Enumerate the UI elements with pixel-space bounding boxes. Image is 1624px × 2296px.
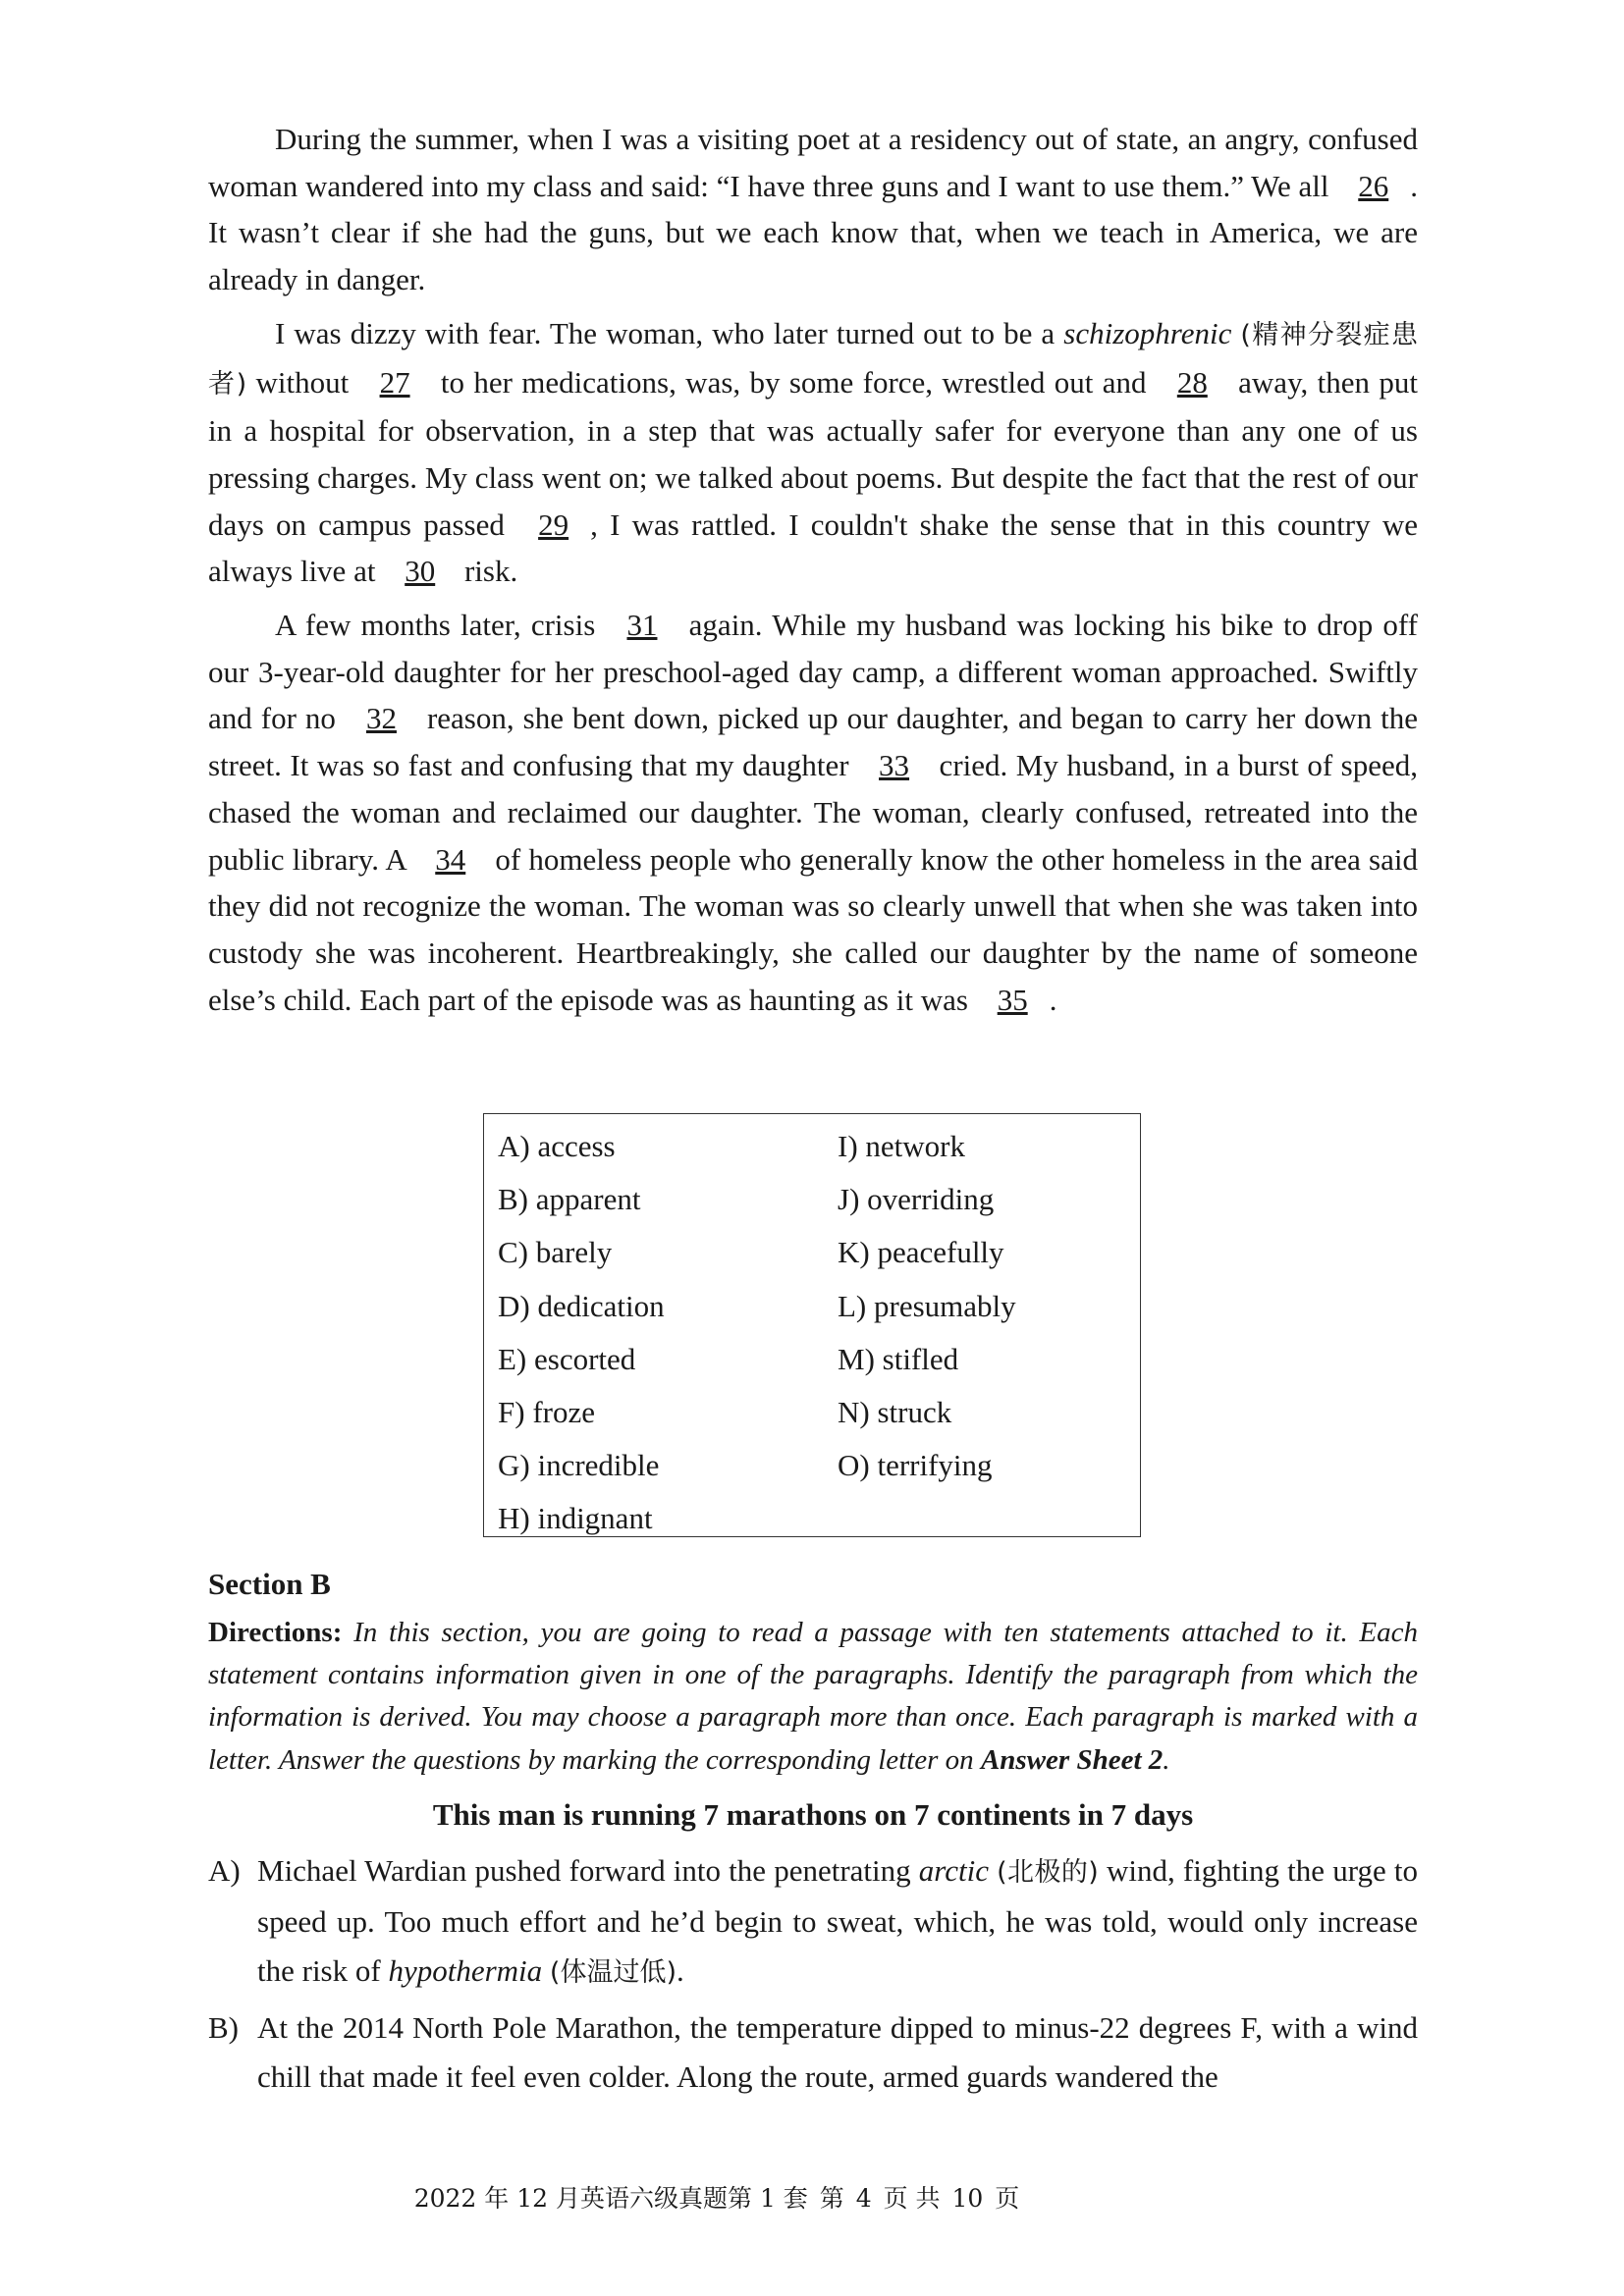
- page-footer: 2022 年 12 月英语六级真题第 1 套 第 4 页 共 10 页: [413, 2184, 1020, 2213]
- answer-sheet-ref: Answer Sheet 2: [980, 1743, 1164, 1776]
- word-option[interactable]: A) access: [498, 1129, 616, 1163]
- word-option[interactable]: H) indignant: [498, 1501, 653, 1536]
- word-option[interactable]: K) peacefully: [838, 1235, 1004, 1270]
- glossed-term: arctic: [918, 1852, 989, 1888]
- blank-35[interactable]: 35: [997, 982, 1028, 1017]
- word-option[interactable]: B) apparent: [498, 1182, 641, 1217]
- chinese-gloss: (精神分裂症患者): [208, 319, 1418, 400]
- chinese-gloss: (北极的): [997, 1856, 1099, 1888]
- blank-27[interactable]: 27: [379, 364, 410, 400]
- word-option[interactable]: O) terrifying: [838, 1448, 993, 1483]
- section-b: [208, 1565, 1418, 2108]
- blank-29[interactable]: 29: [538, 507, 569, 542]
- word-option[interactable]: D) dedication: [498, 1288, 665, 1323]
- paragraph-item-a: A) Michael Wardian pushed forward into the penetrating arctic (北极的) wind, fighting the urge to speed up. Too much effort and he’d begin to sweat, which, he was told, would only increase the risk of hypothermia (体温过低).: [208, 1846, 1418, 1998]
- page-total: 10: [951, 2184, 984, 2213]
- word-option[interactable]: J) overriding: [838, 1182, 995, 1217]
- blank-28[interactable]: 28: [1176, 364, 1208, 400]
- word-option[interactable]: C) barely: [498, 1235, 613, 1270]
- exam-page: [208, 116, 1419, 2094]
- word-option[interactable]: F) froze: [498, 1395, 595, 1430]
- blank-34[interactable]: 34: [435, 841, 466, 877]
- word-bank-box: [483, 1113, 1141, 1537]
- word-bank-column-left: [498, 1120, 665, 1546]
- word-option[interactable]: N) struck: [838, 1395, 952, 1430]
- passage-paragraph-1: During the summer, when I was a visiting poet at a residency out of state, an angry, confused woman wandered into my class and said: “I have three guns and I want to use them.” We all 26 . It wasn’t clear if she had the guns, but we each know that, when we teach in America, we are already in danger.: [208, 122, 1418, 297]
- passage-paragraph-2: I was dizzy with fear. The woman, who later turned out to be a schizophrenic (精神分裂症患者) without 27 to her medications, was, by some force, wrestled out and 28 away, then put in a hospital for observation, in a step that was actually safer for everyone than any one of us pressing charges. My class went on; we talked about poems. But despite the fact that the rest of our days on campus passed 29 , I was rattled. I couldn't shake the sense that in this country we always live at 30 risk.: [208, 310, 1418, 595]
- glossed-term: hypothermia: [388, 1952, 543, 1988]
- blank-26[interactable]: 26: [1358, 168, 1389, 203]
- paragraph-letter: A): [208, 1852, 241, 1888]
- word-option[interactable]: I) network: [838, 1129, 965, 1163]
- page-number: 4: [855, 2184, 872, 2213]
- article-title: This man is running 7 marathons on 7 continents in 7 days: [432, 1796, 1194, 1832]
- section-title: Section B: [208, 1567, 331, 1601]
- paragraph-letter: B): [208, 2009, 239, 2045]
- word-bank-column-right: [838, 1120, 1016, 1492]
- word-option[interactable]: M) stifled: [838, 1341, 959, 1376]
- paragraph-item-b: B) At the 2014 North Pole Marathon, the temperature dipped to minus-22 degrees F, with a wind chill that made it feel even colder. Along the route, armed guards wandered the: [208, 2003, 1418, 2102]
- word-option[interactable]: G) incredible: [498, 1448, 660, 1483]
- blank-33[interactable]: 33: [879, 748, 910, 783]
- blank-30[interactable]: 30: [405, 554, 436, 589]
- word-option[interactable]: L) presumably: [838, 1288, 1016, 1323]
- directions-label: Directions:: [208, 1617, 343, 1648]
- word-option[interactable]: E) escorted: [498, 1341, 636, 1376]
- chinese-gloss: (体温过低): [549, 1956, 677, 1988]
- glossed-term: schizophrenic: [1063, 315, 1232, 350]
- passage-paragraph-3: A few months later, crisis 31 again. While my husband was locking his bike to drop off our 3-year-old daughter for her preschool-aged day camp, a different woman approached. Swiftly and for no 32 reason, she bent down, picked up our daughter, and began to carry her down the street. It was so fast and confusing that my daughter 33 cried. My husband, in a burst of speed, chased the woman and reclaimed our daughter. The woman, clearly confused, retreated into the public library. A 34 of homeless people who generally know the other homeless in the area said they did not recognize the woman. The woman was so clearly unwell that when she was taken into custody she was incoherent. Heartbreakingly, she called our daughter by the name of someone else’s child. Each part of the episode was as haunting as it was 35 .: [208, 602, 1418, 1023]
- blank-32[interactable]: 32: [365, 701, 397, 736]
- blank-31[interactable]: 31: [626, 608, 658, 643]
- directions: Directions: In this section, you are going to read a passage with ten statements attached to it. Each statement contains information given in one of the paragraphs. Identify the paragraph from which the information is derived. You may choose a paragraph more than once. Each paragraph is marked with a letter. Answer the questions by marking the corresponding letter on Answer Sheet 2.: [208, 1617, 1418, 1776]
- exam-name: 2022 年 12 月英语六级真题第 1 套: [413, 2184, 808, 2213]
